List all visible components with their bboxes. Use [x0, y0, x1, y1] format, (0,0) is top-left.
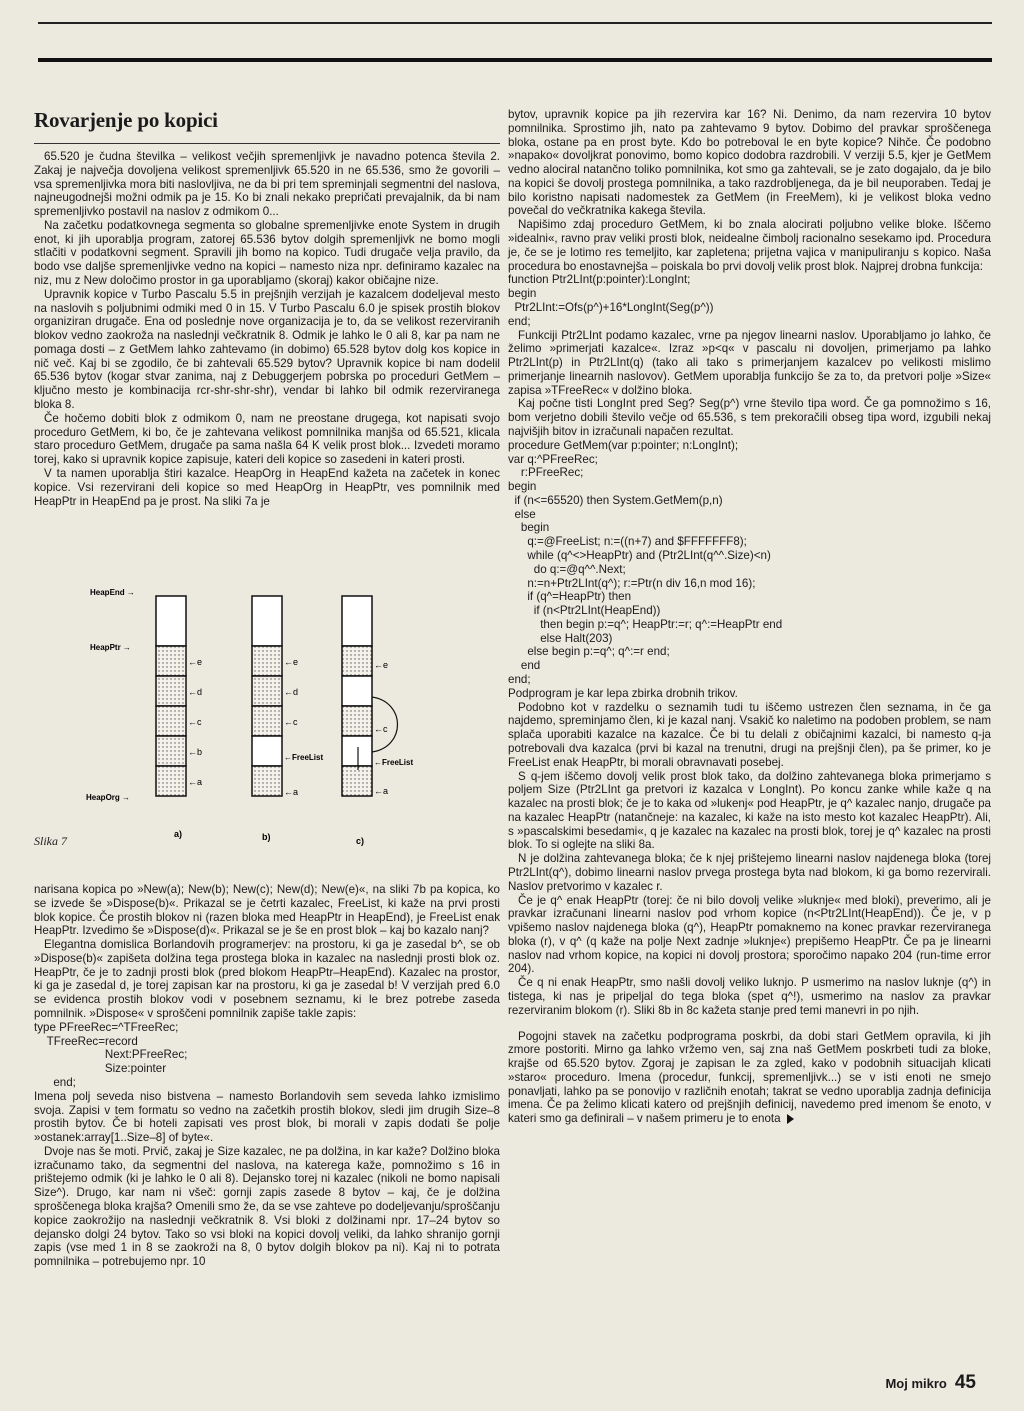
article-title: Rovarjenje po kopici	[34, 108, 500, 144]
freelist-label-b: ←FreeList	[284, 753, 324, 762]
sub-c-label: c)	[356, 836, 365, 846]
paragraph: Imena polj seveda niso bistvena – namesto Borlandovih sem seveda lahko izmislimo svoja. Zapisi v tem formatu so vedno na začetkih prostih blokov, sledi jim drugih Size–8 prostih bytov. Če bi hoteli zapisati ves prost blok, bi morali v zapis dodati še polje »ostanek:array[1..Size–8] of byte«.	[34, 1089, 500, 1145]
paragraph: S q-jem iščemo dovolj velik prost blok tako, da dolžino zahtevanega bloka primerjamo s poljem Size (Ptr2LInt ga pretvori iz kazalca v LongInt). Po koncu zanke while kaže q na kazalec na prosti blok; če je to kaka od »lukenj« pod HeapPtr, je q^ kazalec nanjo, drugače pa na kazalec HeapPtr (natančneje: na kazalec, ki kaže na isto mesto kot kazalec HeapPtr). Ali, s »pascalskimi besedami«, q je kazalec na kazalec na prosti blok, torej je q^ kazalec na prosti blok. To si oglejte na sliki 8a.	[508, 769, 991, 852]
page-number: 45	[954, 1372, 976, 1393]
block-a-label-c: ←a	[374, 786, 389, 796]
paragraph: bytov, upravnik kopice pa jih rezervira kar 16? Ni. Denimo, da nam rezervira 10 bytov pomnilnika. Sprostimo jih, nato pa zahtevamo 9 bytov. Dobimo del pravkar sproščenega bloka, ostane pa en prost byte. Kdo bo potreboval le en byte kopice? Nihče. Če podobno »napako« dovoljkrat ponovimo, bomo kopico dodobra razdrobili. V verziji 5.5, kjer je GetMem vedno alociral natančno toliko pomnilnika, kot smo ga zahtevali, se je zato dogajalo, da je bilo na kopici še dovolj prostega pomnilnika, a tako razdrobljenega, da je bil neuporaben. Tedaj je bilo koristno napisati nadomestek za GetMem (in FreeMem), ki je velikost bloka vedno povečal do večkratnika kakega števila.	[508, 108, 991, 218]
paragraph: N je dolžina zahtevanega bloka; če k njej prištejemo linearni naslov najdenega bloka (torej Ptr2LInt(q^), dobimo linearni naslov prvega prostega byta nad blokom, ki ga bomo rezervirali. Naslov pretvorimo v kazalec r.	[508, 852, 991, 893]
code-record: type PFreeRec=^TFreeRec; TFreeRec=record Next:PFreeRec; Size:pointer end;	[34, 1020, 188, 1089]
paragraph: Če hočemo dobiti blok z odmikom 0, nam ne preostane drugega, kot napisati svojo proceduro GetMem, ki bo, če je zahtevana velikost pomnilnika manjša od 65.521, klicala staro proceduro GetMem, drugače pa sama našla 64 K velik prost blok... Izvedeti moramo torej, kako si upravnik kopice zapisuje, kateri deli kopice so zasedeni in kateri prosti.	[34, 411, 500, 467]
left-column-bottom	[34, 883, 500, 1269]
magazine-name: Moj mikro	[885, 1376, 947, 1391]
header-rule	[38, 58, 992, 62]
block-e-label-b: ←e	[284, 657, 299, 667]
diagram-b	[252, 596, 323, 842]
paragraph: Kaj počne tisti LongInt pred Seg? Seg(p^) vrne število tipa word. Če ga pomnožimo s 16, bom verjetno dobili število večje od 65.536, s tem prekoračili obseg tipa word, izgubili nekaj najvišjih bitov in izračunali napačen rezultat.	[508, 397, 991, 438]
sub-a-label: a)	[174, 829, 183, 839]
block-c-label-b: ←c	[284, 717, 298, 727]
block-c-label: ←c	[188, 717, 202, 727]
block-c-label-c: ←c	[374, 724, 388, 734]
diagram-c	[342, 596, 413, 846]
paragraph: Pogojni stavek na začetku podprograma poskrbi, da dobi stari GetMem opravila, ki jih zmore postoriti. Mirno ga lahko vržemo ven, saj zna naš GetMem poskrbeti tudi za bloke, krajše od 65.520 bytov. Zgoraj je zapisan le za zgled, kako v podobnih situacijah klicati »staro« proceduro. Imena (procedur, funkcij, spremenljivk...) se v isti enoti ne smejo ponavljati, lahko pa se ponovijo v različnih enotah; takrat se vedno uporablja zadnja definicija imena. Če pa želimo klicati katero od prejšnjih definicij, navedemo pred imenom še enoto, v kateri smo ga definirali – v našem primeru je to enota	[508, 1029, 991, 1126]
block-a-label: ←a	[188, 777, 203, 787]
paragraph: 65.520 je čudna številka – velikost večjih spremenljivk je navadno potenca števila 2. Zakaj je največja dovoljena velikost spremenljivk 65.520 in ne 65.536, smo že govorili – vsa spremenljivka mora biti naslovljiva, ne da bi pri tem spreminjali segmentni del naslova, najneugodnejši možni odmik pa je 15. Ko bi znali nekako prepričati prevajalnik, da bi nam spremenljivko postavil na naslov z odmikom 0...	[34, 149, 500, 219]
paragraph: Dvoje nas še moti. Prvič, zakaj je Size kazalec, ne pa dolžina, in kar kaže? Dolžino bloka izračunamo tako, da segmentni del naslova, na katerega kaže, pomnožimo s 16 in prištejemo odmik (ki je lahko le 0 ali 8). Dejansko torej ni kazalec (nikoli ne bomo napisali Size^). Drugo, kar nam ni všeč: gornji zapis zasede 8 bytov – kaj, če je dolžina sproščenega bloka krajša? Omenili smo že, da se vse zahteve po dodeljevanju/sproščanju kopice zaokrožijo na naslednji večkratnik 8. Vsi bloki z dolžinami npr. 17–24 bytov so dejansko dolgi 24 bytov. Tako so vsi bloki na kopici dovolj veliki, da lahko shranijo gornji zapis (vse med 1 in 8 se zaokroži na 8, 0 bytov dolgih blokov pa ni). Kaj ni to potrata pomnilnika – potrebujemo npr. 10	[34, 1144, 500, 1269]
code-getmem: procedure GetMem(var p:pointer; n:LongInt); var q:^PFreeRec; r:PFreeRec; begin if (n<=65520) then System.GetMem(p,n) else begin q:=@FreeList; n:=((n+7) and $FFFFFFF8); while (q^<>HeapPtr) and (Ptr2LInt(q^^.Size)<n) do q:=@q^^.Next; n:=n+Ptr2LInt(q^); r:=Ptr(n div 16,n mod 16); if (q^=HeapPtr) then if (n<Ptr2LInt(HeapEnd)) then begin p:=q^; HeapPtr:=r; q^:=HeapPtr end else Halt(203) else begin p:=q^; q^:=r end; end end;	[508, 438, 783, 687]
figure-caption: Slika 7	[34, 834, 67, 848]
block-a-label-b: ←a	[284, 787, 299, 797]
continue-arrow-icon	[787, 1114, 794, 1124]
block-e-label: ←e	[188, 657, 203, 667]
page-footer	[885, 1372, 976, 1394]
paragraph: Podprogram je kar lepa zbirka drobnih trikov.	[508, 686, 738, 700]
label-heapptr: HeapPtr →	[90, 643, 131, 652]
code-function: function Ptr2LInt(p:pointer):LongInt; begin Ptr2LInt:=Ofs(p^)+16*LongInt(Seg(p^)) end;	[508, 273, 714, 328]
paragraph: narisana kopica po »New(a); New(b); New(c); New(d); New(e)«, na sliki 7b pa kopica, ko se izvede še »Dispose(b)«. Prikazal se je četrti kazalec, FreeList, ki kaže na prvi prosti blok kopice. Če prostih blokov ni (razen bloka med HeapPtr in HeapEnd), je FreeList enak HeapPtr. Izvedimo še »Dispose(d)«. Prikazal se je še en prost blok – kaj bo kazalo nanj?	[34, 883, 500, 938]
paragraph: Napišimo zdaj proceduro GetMem, ki bo znala alocirati poljubno velike bloke. Iščemo »idealni«, ravno prav veliki prosti blok, neidealne čimbolj racionalno sesekamo ipd. Procedura je, če se je lotimo res temeljito, kar zapletena; prijetna vajica v manipuliranju s kopico. Naša procedura bo enostavnejša – poiskala bo prvi dovolj velik prost blok. Najprej drobna funkcija:	[508, 218, 991, 273]
paragraph: Če q ni enak HeapPtr, smo našli dovolj veliko luknjo. P usmerimo na naslov luknje (q^) in tistega, ki nas je pripeljal do tega bloka (spet q^!), usmerimo na naslov za pravkar rezerviranim blokom (r). Sliki 8b in 8c kažeta stanje pred temi manevri in po njih.	[508, 976, 991, 1017]
paragraph: V ta namen uporablja štiri kazalce. HeapOrg in HeapEnd kažeta na začetek in konec kopice. Vsi rezervirani deli kopice so med HeapOrg in HeapPtr, ves pomnilnik med HeapPtr in HeapEnd pa je prost. Na sliki 7a je	[34, 466, 500, 508]
freelist-label-c: ←FreeList	[374, 758, 414, 767]
label-heapend: HeapEnd →	[90, 588, 135, 597]
paragraph: Funkciji Ptr2LInt podamo kazalec, vrne pa njegov linearni naslov. Uporabljamo jo lahko, če želimo »primerjati kazalce«. Izraz »p<q« v pascalu ni dovoljen, primerjamo pa lahko Ptr2LInt(p) in Ptr2LInt(q) (tako ali tako s primerjanjem kazalcev po velikosti mislimo primerjanje linearnih naslovov). GetMem uporablja funkcijo še za to, da pretvori polje »Size« zapisa »TFreeRec« v dolžino bloka.	[508, 328, 991, 397]
block-d-label-b: ←d	[284, 687, 299, 697]
paragraph: Če je q^ enak HeapPtr (torej: če ni bilo dovolj velike »luknje« med bloki), preverimo, ali je pravkar izračunani linearni naslov pod vrhom kopice (n<Ptr2LInt(HeapEnd)). Če je, v p vpišemo naslov najdenega bloka (q^), HeapPtr pomaknemo na konec pravkar rezerviranega bloka (r), v q^ (q kaže na polje Next zadnje »luknje«) prepišemo HeapPtr. Če pa je linearni naslov nad vrhom kopice, na kopici ni dovolj prostora; sporočimo napako 204 (run-time error 204).	[508, 893, 991, 976]
paragraph: Na začetku podatkovnega segmenta so globalne spremenljivke enote System in drugih enot, ki jih uporablja program, zatorej 65.536 bytov dolgih spremenljivk ne bomo mogli stlačiti v podatkovni segment. Spravili jih bomo na kopico. Tudi drugače velja pravilo, da bodo vse daljše spremenljivke vedno na kopici – namesto niza npr. definiramo kazalec na niz, mu z New določimo prostor in ga uporabljamo (skoraj) kakor običajne nize.	[34, 218, 500, 288]
right-column	[508, 108, 991, 1126]
label-heaporg: HeapOrg →	[86, 793, 131, 802]
block-d-label: ←d	[188, 687, 203, 697]
sub-b-label: b)	[262, 832, 271, 842]
heap-diagram	[34, 582, 500, 852]
block-e-label-c: ←e	[374, 660, 389, 670]
left-column	[34, 108, 500, 508]
diagram-a	[86, 588, 202, 839]
paragraph: Upravnik kopice v Turbo Pascalu 5.5 in prejšnjih verzijah je kazalcem dodeljeval mesto na naslovih s poljubnimi odmiki med 0 in 15. V Turbo Pascalu 6.0 je spisek prostih blokov organiziran drugače. Ena od poslednje nove organizacija je to, da se velikost rezerviranih blokov vedno zaokroža na naslednji večkratnik 8. Odmik je lahko le 0 ali 8, kar pa nam ne pomaga dosti – z GetMem lahko zahtevamo (in dobimo) 65.528 bytov dolg kos kopice in nič več. Kaj bi se zgodilo, če bi zahtevali 65.529 bytov? Upravnik kopice bi nam dodelil 65.536 bytov (kogar stvar zanima, naj z Debuggerjem pobrska po proceduri GetMem – ključno mesto je kombinacija rcr-shr-shr-shr), vendar bi lahko bil odmik rezerviranega bloka 8.	[34, 287, 500, 412]
paragraph: Elegantna domislica Borlandovih programerjev: na prostoru, ki ga je zasedal b^, se ob »Dispose(b)« zapišeta dolžina tega prostega bloka in kazalec na naslednji prosti blok oz. HeapPtr, če je to zadnji prosti blok (pred blokom HeapPtr–HeapEnd). Kazalec na prostor, ki ga je zasedal d, je torej zapisan kar na prostoru, ki ga je zasedal b! V verzijah pred 6.0 se evidenca prostih blokov vodi v posebnem seznamu, ki le brez potrebe zaseda pomnilnik. »Dispose« v sproščeni pomnilnik zapiše takle zapis:	[34, 938, 500, 1021]
paragraph: Podobno kot v razdelku o seznamih tudi tu iščemo ustrezen člen seznama, in če ga najdemo, spreminjamo člen, ki je kazal nanj. Vsakič ko naletimo na podoben problem, se nam splača uporabiti kazalce na kazalce. Če bi tu delali z običajnimi kazalci, bi namesto q-ja potrebovali dva kazalca (prvi bi kazal na trenutni, drugi na prejšnji člen), pa še primer, ko je FreeList enak HeapPtr, bi morali obravnavati posebej.	[508, 700, 991, 769]
top-rule	[38, 22, 992, 24]
block-b-label: ←b	[188, 747, 203, 757]
